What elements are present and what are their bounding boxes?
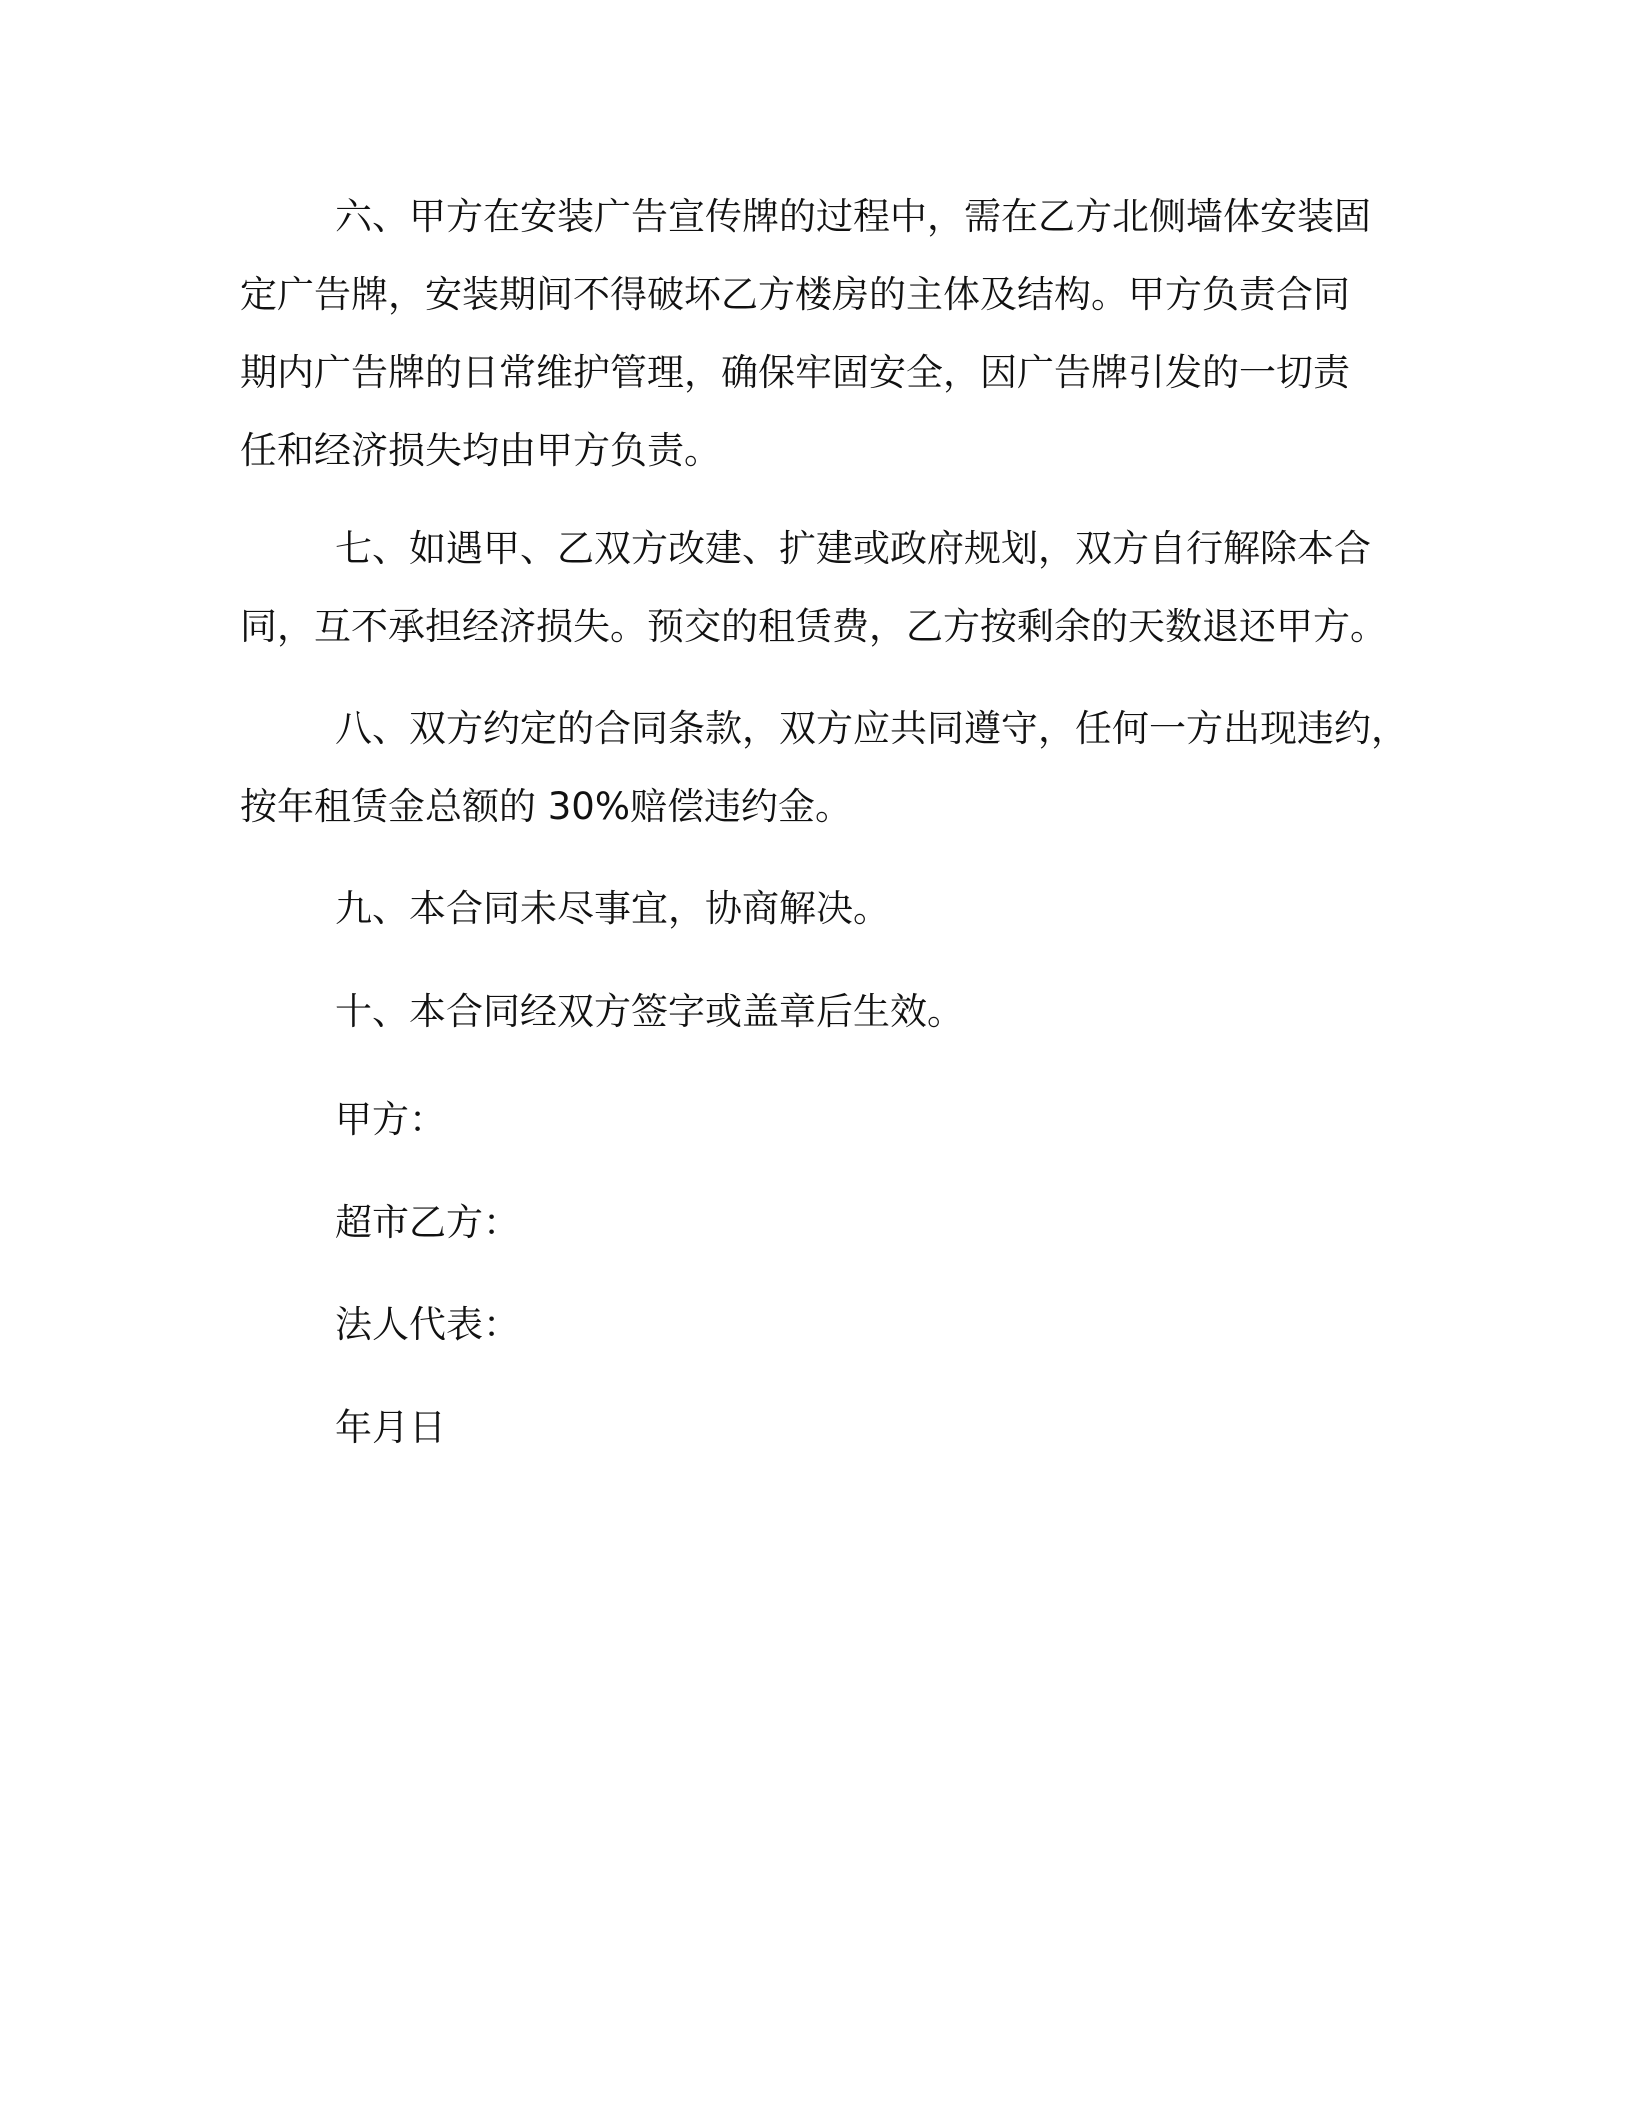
party-b-label: 超市乙方： [335, 1201, 520, 1244]
date-label: 年月日 [335, 1406, 446, 1449]
clause-8-line-2: 按年租赁金总额的 30%赔偿违约金。 [240, 785, 852, 828]
clause-6-line-3: 期内广告牌的日常维护管理，确保牢固安全，因广告牌引发的一切责 [240, 351, 1350, 394]
clause-7-line-2: 同，互不承担经济损失。预交的租赁费，乙方按剩余的天数退还甲方。 [240, 605, 1387, 648]
clause-7 [240, 510, 1400, 666]
clause-7-line-1: 七、如遇甲、乙双方改建、扩建或政府规划，双方自行解除本合 [335, 527, 1371, 570]
clause-10-line-1: 十、本合同经双方签字或盖章后生效。 [335, 990, 964, 1033]
clause-9 [240, 870, 1400, 948]
clause-6-line-1: 六、甲方在安装广告宣传牌的过程中，需在乙方北侧墙体安装固 [335, 195, 1371, 238]
clause-6-line-2: 定广告牌，安装期间不得破坏乙方楼房的主体及结构。甲方负责合同 [240, 273, 1350, 316]
clause-9-line-1: 九、本合同未尽事宜，协商解决。 [335, 887, 890, 930]
clause-6-line-4: 任和经济损失均由甲方负责。 [240, 429, 721, 472]
legal-representative-label: 法人代表： [335, 1303, 520, 1346]
party-a-label: 甲方： [335, 1098, 446, 1141]
clause-6 [240, 178, 1400, 490]
clause-8 [240, 690, 1408, 846]
clause-8-line-1: 八、双方约定的合同条款，双方应共同遵守，任何一方出现违约， [335, 707, 1408, 750]
clause-10 [240, 973, 1400, 1051]
